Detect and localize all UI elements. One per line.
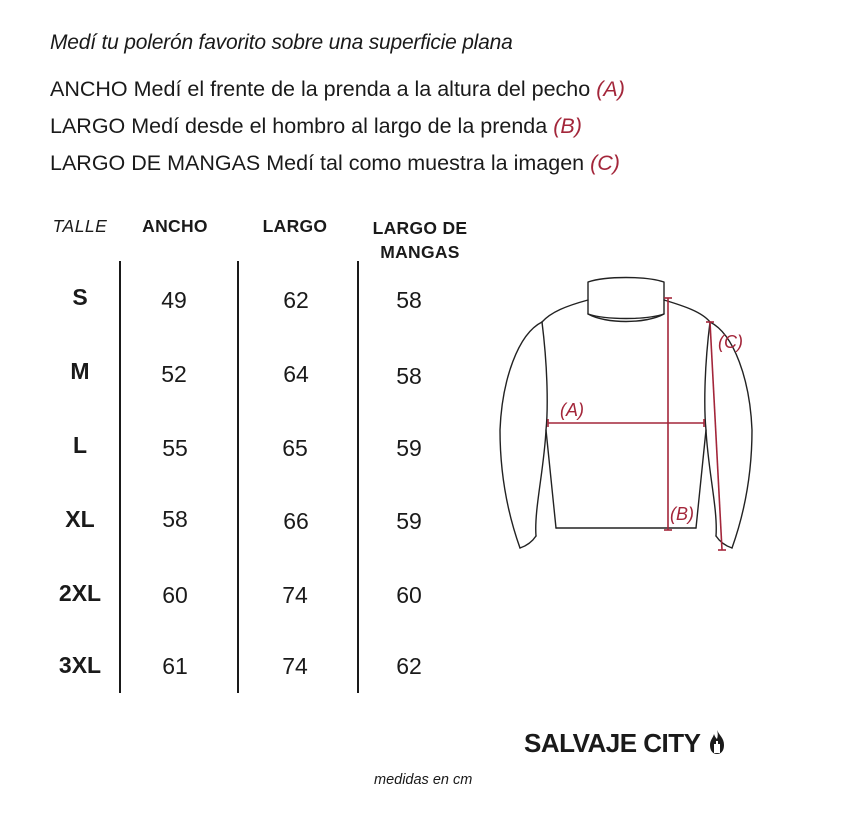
size-label: XL: [65, 506, 95, 532]
instruction-code: (A): [596, 77, 625, 101]
header-largo-mangas: [360, 216, 480, 264]
instruction-text: Medí desde el hombro al largo de la prenda: [131, 114, 548, 138]
mangas-value: 60: [396, 582, 422, 608]
mangas-value: 62: [396, 653, 422, 679]
table-row: [0, 284, 480, 320]
units-note: medidas en cm: [374, 772, 473, 788]
mangas-value: 59: [396, 508, 422, 534]
table-row: [0, 358, 480, 394]
flame-icon: [709, 729, 725, 755]
header-largo: LARGO: [262, 216, 328, 236]
ancho-value: 60: [162, 582, 188, 608]
header-mangas-line1: LARGO DE: [372, 218, 468, 238]
instruction-term: ANCHO: [50, 77, 128, 101]
largo-value: 62: [283, 287, 309, 313]
diagram-label-c: (C): [718, 332, 743, 352]
table-row: [0, 432, 480, 468]
header-ancho: ANCHO: [142, 216, 208, 236]
column-divider: [237, 261, 239, 693]
instruction-largo-mangas: [50, 151, 620, 176]
instruction-term: LARGO: [50, 114, 126, 138]
brand-logo: [524, 728, 725, 759]
largo-value: 64: [283, 361, 309, 387]
column-divider: [119, 261, 121, 693]
size-label: L: [72, 432, 88, 458]
mangas-value: 59: [396, 435, 422, 461]
table-row: [0, 580, 480, 616]
instruction-text: Medí tal como muestra la imagen: [266, 151, 585, 175]
largo-value: 74: [282, 582, 308, 608]
mangas-value: 58: [396, 363, 422, 389]
sweater-diagram: [496, 270, 756, 560]
size-label: M: [70, 358, 90, 384]
instruction-code: (C): [590, 151, 620, 175]
brand-name: SALVAJE CITY: [524, 728, 701, 758]
ancho-value: 49: [161, 287, 187, 313]
instruction-largo: [50, 114, 582, 139]
ancho-value: 61: [162, 653, 188, 679]
table-row: [0, 652, 480, 688]
diagram-label-b: (B): [670, 504, 694, 524]
header-mangas-line2: MANGAS: [380, 242, 460, 262]
ancho-value: 58: [162, 506, 188, 532]
largo-value: 74: [282, 653, 308, 679]
diagram-label-a: (A): [560, 400, 584, 420]
intro-text: Medí tu polerón favorito sobre una superficie plana: [50, 31, 513, 54]
instruction-code: (B): [553, 114, 582, 138]
table-row: [0, 506, 480, 542]
mangas-value: 58: [396, 287, 422, 313]
instruction-ancho: [50, 77, 625, 102]
largo-value: 65: [282, 435, 308, 461]
largo-value: 66: [283, 508, 309, 534]
instruction-text: Medí el frente de la prenda a la altura del pecho: [133, 77, 591, 101]
size-label: 3XL: [58, 652, 102, 678]
header-talle: TALLE: [52, 216, 108, 236]
turtleneck-sweater-icon: [496, 270, 756, 560]
column-divider: [357, 261, 359, 693]
instruction-term: LARGO DE MANGAS: [50, 151, 261, 175]
size-label: 2XL: [58, 580, 102, 606]
size-label: S: [72, 284, 88, 310]
ancho-value: 55: [162, 435, 188, 461]
ancho-value: 52: [161, 361, 187, 387]
